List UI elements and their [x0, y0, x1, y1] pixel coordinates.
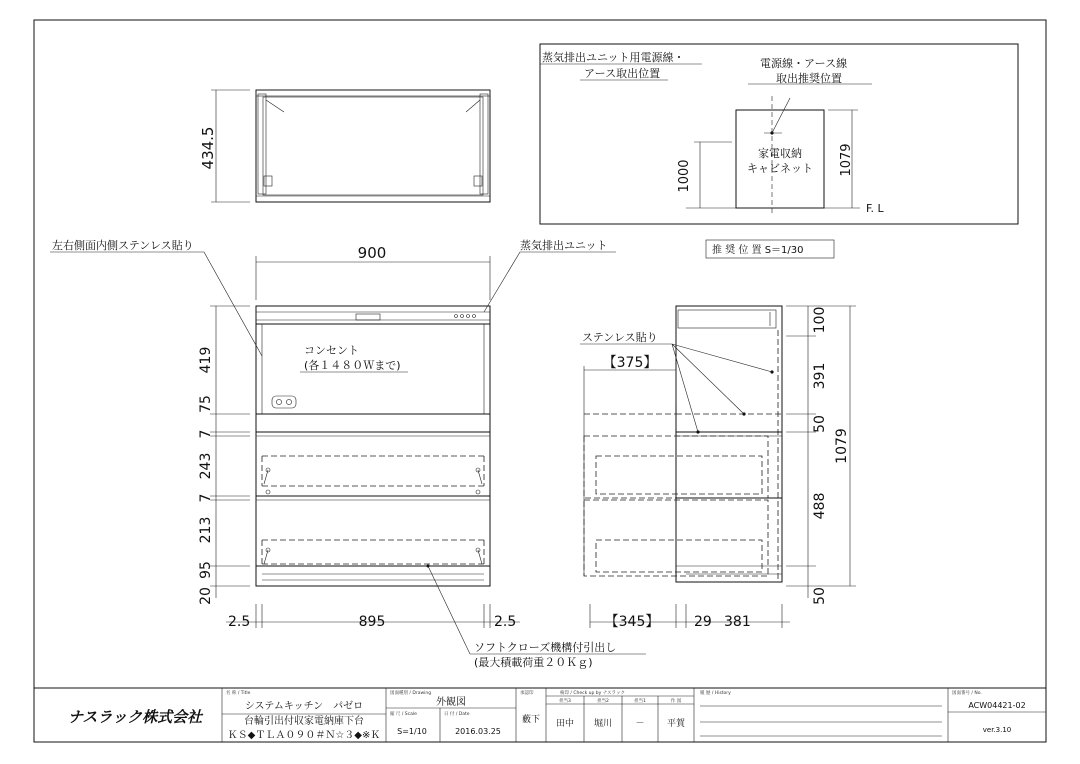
dim-r391: 391: [812, 362, 828, 390]
note-drawer-line1: ソフトクローズ機構付引出し: [474, 641, 617, 654]
checker-2: 堀川: [593, 719, 613, 729]
dim-top-depth: 434.5: [199, 126, 217, 170]
drawing-number: ACW04421-02: [968, 701, 1026, 710]
dim-bottom-25-left: 2.5: [228, 614, 251, 630]
checker-4: 平賀: [666, 719, 686, 729]
company-logo: ナスラック株式会社: [68, 708, 203, 726]
number-header: 図面番号 / No.: [952, 691, 982, 696]
checker-3: －: [635, 719, 645, 729]
dim-r50a: 50: [812, 415, 828, 433]
inset-cabinet-line1: 家電収納: [758, 147, 802, 160]
history-header: 履 歴 / History: [700, 691, 731, 696]
dim-width: 900: [357, 244, 387, 262]
check-sub2: 担当2: [597, 699, 609, 704]
dim-h75: 75: [198, 395, 214, 413]
check-sub4: 作 図: [670, 699, 682, 704]
check-sub3: 担当1: [634, 699, 646, 704]
dim-r1079: 1079: [834, 428, 850, 464]
dim-381: 381: [724, 614, 751, 630]
drawing-header: 図面種別 / Drawing: [390, 691, 432, 696]
floor-level-label: F. L: [866, 202, 884, 215]
inset-dim-1079: 1079: [839, 143, 854, 177]
dim-depth-345: 【345】: [604, 614, 660, 630]
inset-callout-line1: 電源線・アース線: [760, 57, 848, 70]
dim-bottom-25-right: 2.5: [494, 614, 517, 630]
approval-header: 承認印: [520, 691, 534, 696]
scale-header: 縮 尺 / Scale: [390, 712, 417, 717]
plan-view: [211, 90, 490, 202]
date-header: 日 付 / Date: [444, 712, 470, 717]
title-line3: ＫＳ◆ＴＬＡ０９０＃Ｎ☆３◆※Ｋ: [227, 730, 381, 741]
dim-h419: 419: [198, 346, 214, 374]
dim-r50b: 50: [812, 587, 828, 605]
version: ver.3.10: [982, 726, 1012, 734]
inset-title-line1: 蒸気排出ユニット用電源線・: [542, 51, 685, 64]
approver: 藪下: [521, 715, 541, 725]
note-drawer-line2: (最大積載荷重２０Ｋｇ): [474, 656, 593, 669]
title-header: 名 称 / Title: [226, 691, 251, 696]
checker-1: 田中: [555, 719, 575, 729]
inset-dim-1000: 1000: [677, 159, 692, 193]
dim-depth-375: 【375】: [602, 355, 658, 371]
drawing-type: 外観図: [436, 697, 466, 708]
front-elevation: [50, 252, 646, 654]
title-line2: 台輪引出付収家電納庫下台: [244, 716, 364, 727]
dim-h95: 95: [198, 561, 214, 579]
note-outlet-line1: コンセント: [304, 344, 359, 357]
note-steam-unit: 蒸気排出ユニット: [520, 239, 608, 252]
dim-h7a: 7: [198, 429, 214, 439]
dim-h213: 213: [198, 516, 214, 544]
note-stainless: ステンレス貼り: [582, 331, 658, 344]
dim-29: 29: [694, 614, 712, 630]
dim-h243: 243: [198, 452, 214, 480]
inset-title-line2: アース取出位置: [584, 67, 661, 80]
scale-label: 推 奨 位 置 S＝1/30: [712, 245, 804, 256]
dim-r100: 100: [812, 306, 828, 334]
dim-r488: 488: [812, 492, 828, 520]
check-header: 検印 / Check up by ナスラック: [560, 691, 625, 696]
dim-bottom-895: 895: [358, 614, 386, 630]
inset-cabinet-line2: キャビネット: [747, 162, 813, 175]
note-side-panel: 左右側面内側ステンレス貼り: [52, 239, 194, 252]
check-sub1: 担当3: [559, 699, 571, 704]
inset-callout-line2: 取出推奨位置: [776, 72, 842, 85]
title-line1: システムキッチン パゼロ: [244, 701, 364, 712]
scale-value: S=1/10: [397, 727, 427, 736]
date-value: 2016.03.25: [455, 727, 501, 736]
note-outlet-line2: (各１４８０Ｗまで): [304, 359, 401, 372]
dim-h20: 20: [198, 587, 214, 605]
dim-h7b: 7: [198, 493, 214, 503]
